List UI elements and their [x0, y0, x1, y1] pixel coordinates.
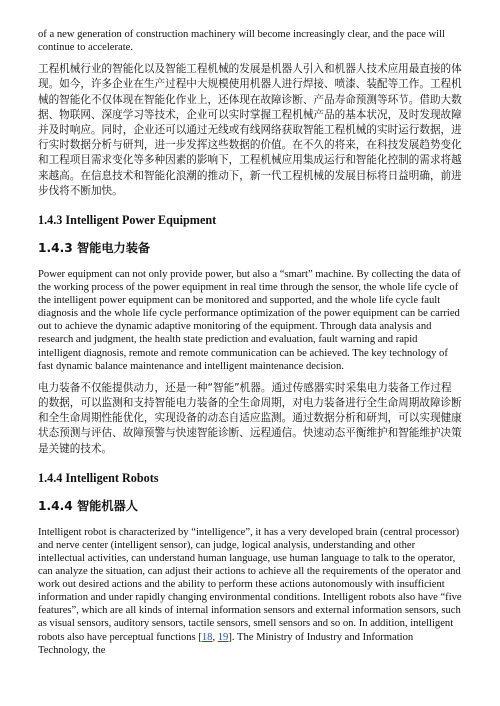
document-page [38, 28, 462, 657]
intro-paragraph-end: of a new generation of construction machinery will become increasingly clear, and the pace will continue to accelerate. [38, 29, 445, 54]
power-equipment-paragraph-en: Power equipment can not only provide power, but also a “smart” machine. By collecting the data of the working process of the power equipment in real time through the sensor, the whole life cycle of the intelligent power equipment can be monitored and supported, and the whole life cycle fault diagnosis and the whole life cycle performance optimization of the power equipment can be carried out to achieve the dynamic adaptive monitoring of the equipment. Through data analysis and research and judgment, the health state prediction and evaluation, fault warning and rapid intelligent diagnosis, remote and remote communication can be achieved. The key technology of fast dynamic balance maintenance and intelligent maintenance decision. [38, 269, 461, 372]
section-heading-1-4-4-en: 1.4.4 Intelligent Robots [38, 470, 159, 485]
citation-link-19[interactable]: 19 [217, 631, 229, 643]
intelligent-robot-paragraph-en [38, 526, 462, 657]
citation-separator: , [212, 631, 218, 643]
chinese-paragraph-construction-machinery: 工程机械行业的智能化以及智能工程机械的发展是机器人引入和机器人技术应用最直接的体现。如今，许多企业在生产过程中大规模使用机器人进行焊接、喷漆、装配等工作。工程机械的智能化不仅体现在智能化作业上，还体现在故障诊断、产品寿命预测等环节。借助大数据、物联网、深度学习等技术，企业可以实时掌握工程机械产品的基本状况，及时发现故障并及时响应。同时，企业还可以通过无线或有线网络获取智能工程机械的实时运行数据，进行实时数据分析与研判，进一步发挥这些数据的价值。在不久的将来，在科技发展趋势变化和工程项目需求变化等多种因素的影响下，工程机械应用集成运行和智能化控制的需求将越来越高。在信息技术和智能化浪潮的推动下，新一代工程机械的发展目标将日益明确，前进步伐将不断加快。 [38, 63, 462, 197]
section-heading-1-4-3-en: 1.4.3 Intelligent Power Equipment [38, 213, 217, 228]
robot-paragraph-text: Intelligent robot is characterized by “intelligence”, it has a very developed brain (central processor) and nerve center (intelligent sensor), can judge, logical analysis, understanding and other intellectual activities, can understand human language, use human language to talk to the operator, can analyze the situation, can adjust their actions to achieve all the requirements of the operator and work out desired actions and the ability to perform these actions autonomously with insufficient information and under rapidly changing environmental conditions. Intelligent robots also have “five features”, which are all kinds of internal information sensors and external information sensors, such as visual sensors, auditory sensors, tactile sensors, smell sensors and so on. In addition, intelligent robots also have perceptual functions [ [38, 526, 462, 643]
citation-link-18[interactable]: 18 [201, 631, 213, 643]
section-heading-1-4-3-zh: 1.4.3 智能电力装备 [38, 241, 151, 256]
power-equipment-paragraph-zh: 电力装备不仅能提供动力，还是一种“智能”机器。通过传感器实时采集电力装备工作过程的数据，可以监测和支持智能电力装备的全生命周期，对电力装备进行全生命周期故障诊断和全生命周期性能优化，实现设备的动态自适应监测。通过数据分析和研判，可以实现健康状态预测与评估、故障预警与快速智能诊断、远程通信。快速动态平衡维护和智能维护决策是关键的技术。 [38, 381, 462, 455]
section-heading-1-4-4-zh: 1.4.4 智能机器人 [38, 498, 138, 513]
robot-paragraph-text-continued: ]. The Ministry of Industry and Information Technology, the [38, 631, 414, 656]
